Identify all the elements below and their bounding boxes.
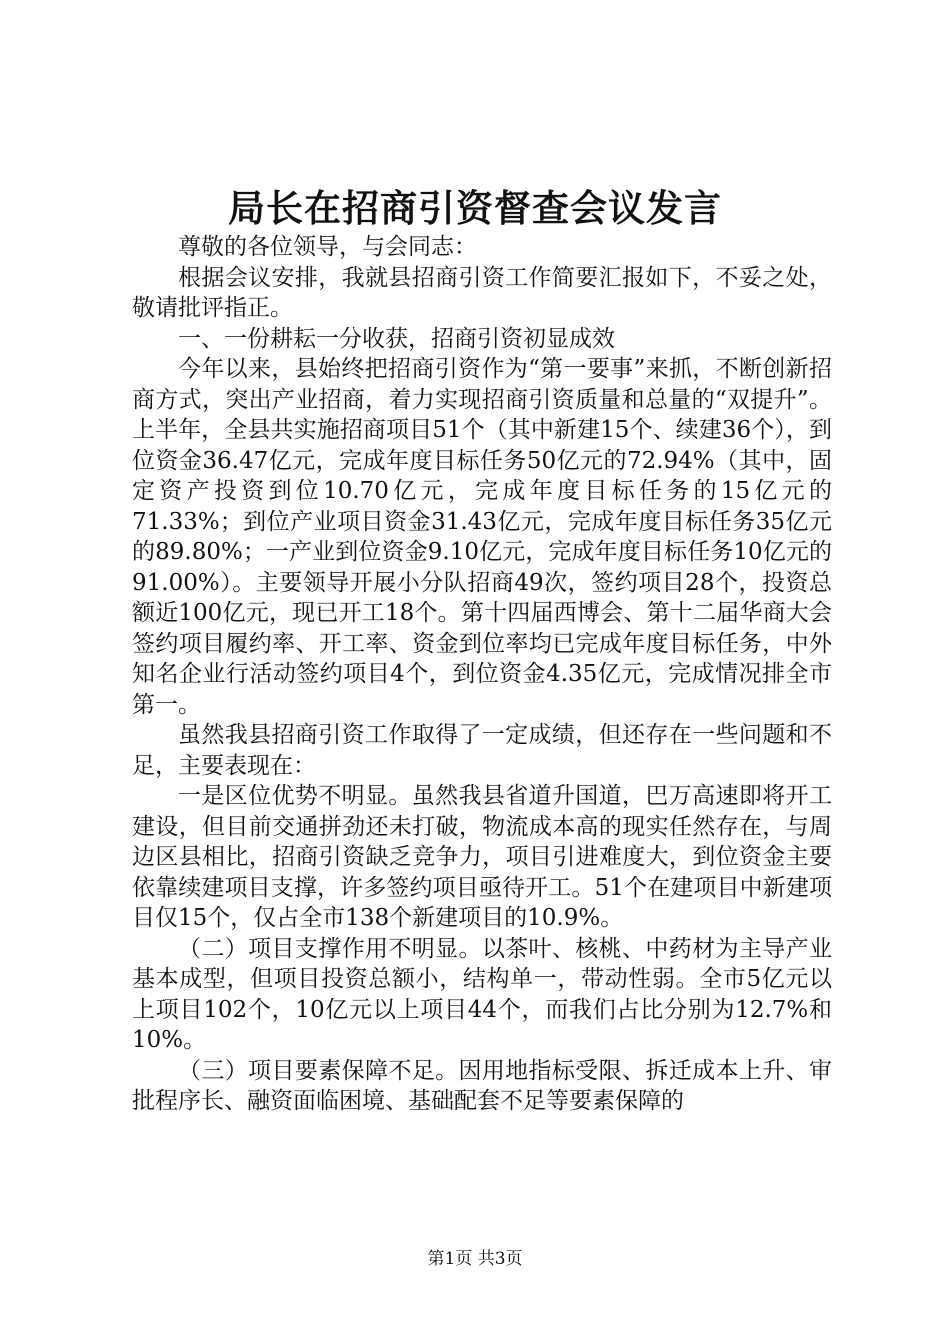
document-title: 局长在招商引资督查会议发言 xyxy=(228,186,722,230)
problem-one-paragraph: 一是区位优势不明显。虽然我县省道升国道，巴万高速即将开工建设，但目前交通拼劲还未打破，物流成本高的现实任然存在，与周边区县相比，招商引资缺乏竞争力，项目引进难度大，到位资金主要依靠续建项目支撑，许多签约项目亟待开工。51个在建项目中新建项目仅15个，仅占全市138个新建项目的10.9%。 xyxy=(132,783,832,931)
document-body xyxy=(132,232,832,1117)
problem-two-paragraph: （二）项目支撑作用不明显。以茶叶、核桃、中药材为主导产业基本成型，但项目投资总额小，结构单一，带动性弱。全市5亿元以上项目102个，10亿元以上项目44个，而我们占比分别为12.7%和10%。 xyxy=(132,935,832,1053)
section-heading: 一、一份耕耘一分收获，招商引资初显成效 xyxy=(178,325,615,352)
salutation-paragraph: 尊敬的各位领导，与会同志： xyxy=(178,234,477,260)
problems-intro-paragraph: 虽然我县招商引资工作取得了一定成绩，但还存在一些问题和不足，主要表现在： xyxy=(132,722,832,779)
intro-paragraph: 根据会议安排，我就县招商引资工作简要汇报如下，不妥之处，敬请批评指正。 xyxy=(132,264,832,321)
achievements-paragraph: 今年以来，县始终把招商引资作为“第一要事”来抓，不断创新招商方式，突出产业招商，着力实现招商引资质量和总量的“双提升”。上半年，全县共实施招商项目51个（其中新建15个、续建36个），到位资金36.47亿元，完成年度目标任务50亿元的72.94%（其中，固定资产投资到位10.70亿元，完成年度目标任务的15亿元的71.33%；到位产业项目资金31.43亿元，完成年度目标任务35亿元的89.80%；一产业到位资金9.10亿元，完成年度目标任务10亿元的91.00%）。主要领导开展小分队招商49次，签约项目28个，投资总额近100亿元，现已开工18个。第十四届西博会、第十二届华商大会签约项目履约率、开工率、资金到位率均已完成年度目标任务，中外知名企业行活动签约项目4个，到位资金4.35亿元，完成情况排全市第一。 xyxy=(132,356,832,718)
page-number-footer: 第1页 共3页 xyxy=(427,1249,523,1269)
problem-three-paragraph: （三）项目要素保障不足。因用地指标受限、拆迁成本上升、审批程序长、融资面临困境、基础配套不足等要素保障的 xyxy=(132,1057,832,1114)
